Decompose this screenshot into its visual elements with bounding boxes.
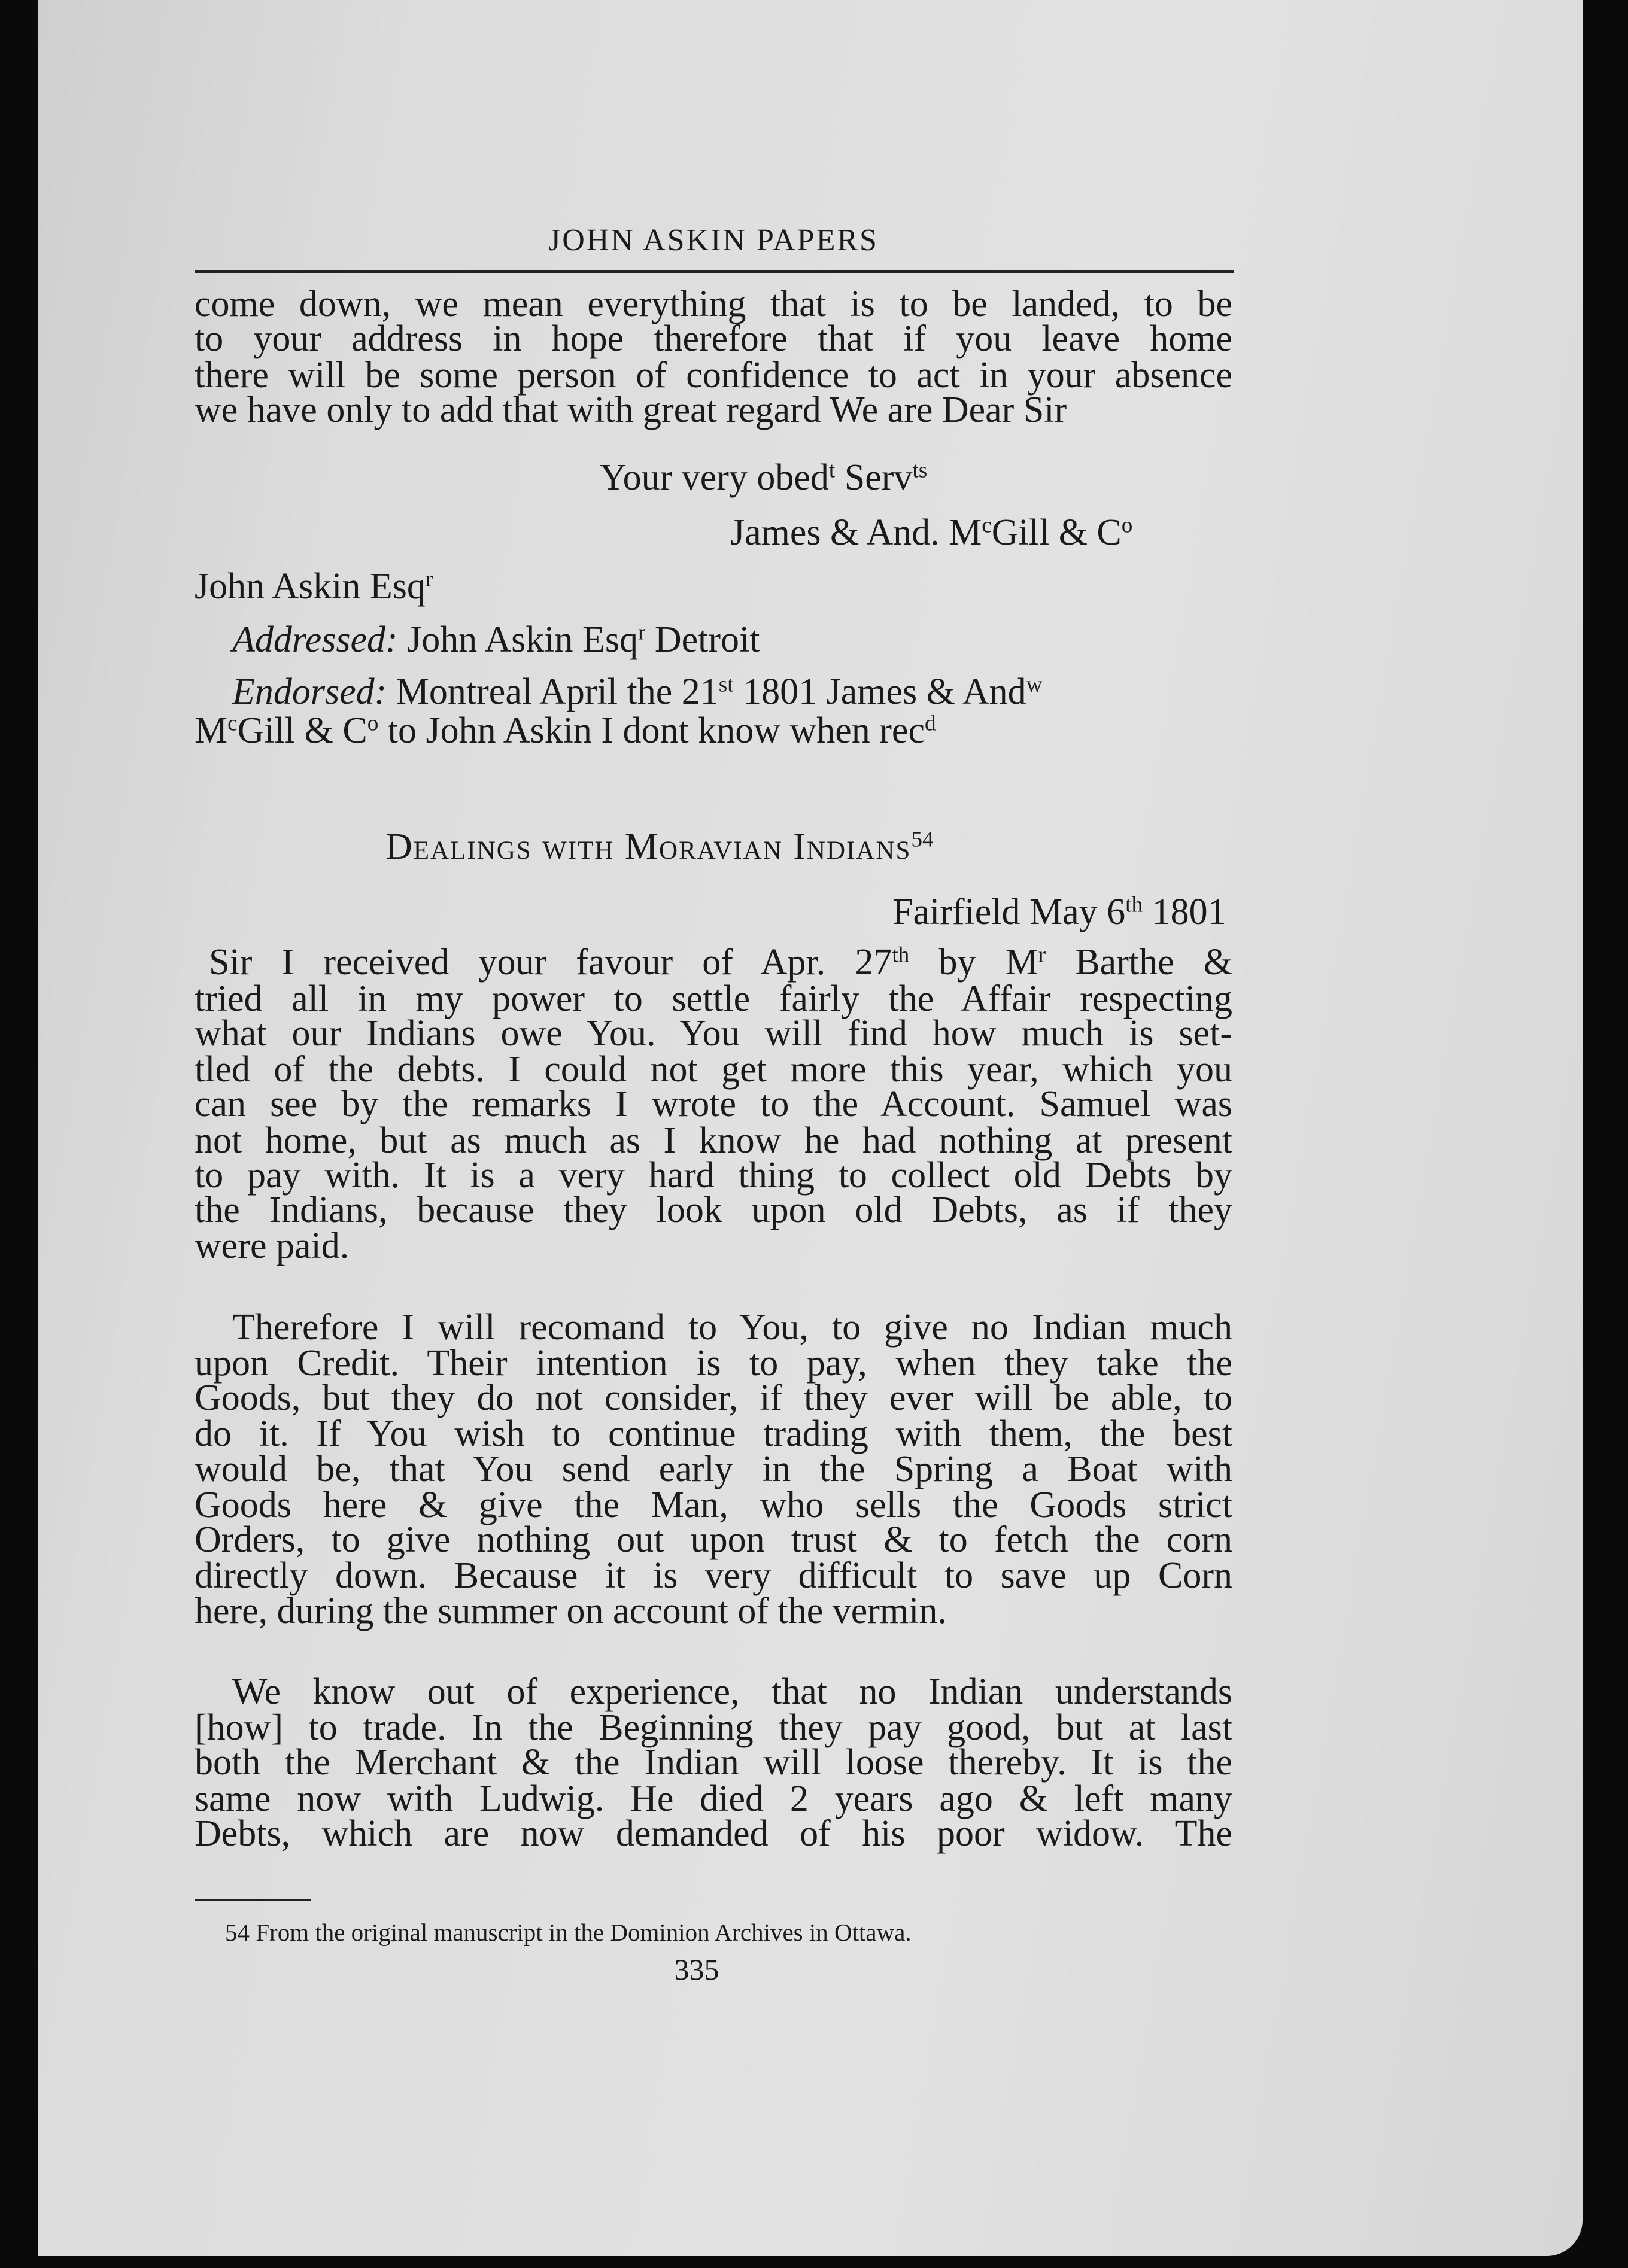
superscript: w (1026, 672, 1043, 697)
text-segment: to your address in hope therefore that if you leave home (195, 318, 1232, 359)
text-segment: Orders, to give nothing out upon trust & to fetch the corn (195, 1519, 1232, 1560)
superscript: c (227, 711, 238, 736)
running-head: JOHN ASKIN PAPERS (548, 223, 879, 257)
text-segment: 1801 (1143, 892, 1226, 932)
text-segment: not home, but as much as I know he had nothing at present (195, 1120, 1232, 1161)
text-line (195, 1188, 1232, 1232)
text-segment: We know out of experience, that no Indian understands (232, 1671, 1232, 1712)
text-segment: Goods, but they do not consider, if they ever will be able, to (195, 1378, 1232, 1418)
text-segment: Serv (835, 457, 913, 498)
text-segment: upon Credit. Their intention is to pay, when they take the (195, 1343, 1232, 1384)
text-segment: come down, we mean everything that is to be landed, to be (195, 284, 1232, 324)
text-segment: what our Indians owe You. You will find how much is set- (195, 1013, 1232, 1054)
superscript: o (1121, 513, 1133, 538)
text-segment: Therefore I will recomand to You, to give no Indian much (232, 1307, 1232, 1348)
superscript: ts (912, 458, 928, 483)
footnote (225, 1918, 912, 1947)
text-segment: by M (909, 942, 1038, 983)
text-segment: Addressed: (232, 619, 398, 660)
text-segment: Gill & C (237, 710, 367, 751)
text-segment: would be, that You send early in the Spring a Boat with (195, 1449, 1232, 1489)
text-segment: same now with Ludwig. He died 2 years ago & left many (195, 1778, 1232, 1819)
superscript: th (892, 943, 910, 968)
text-segment: Montreal April the 21 (387, 671, 719, 712)
text-segment: M (195, 710, 228, 751)
text-segment: Detroit (645, 619, 760, 660)
text-line (195, 565, 433, 608)
text-segment: John Askin Esq (195, 566, 426, 607)
text-segment: Fairfield May 6 (892, 892, 1126, 932)
superscript: o (367, 711, 379, 736)
document-page (38, 0, 1583, 2256)
text-segment: Sir I received your favour of Apr. 27 (209, 942, 892, 983)
text-segment: James & And. M (730, 512, 982, 553)
page-number: 335 (674, 1953, 719, 1986)
text-segment: [how] to trade. In the Beginning they pay good, but at last (195, 1707, 1232, 1748)
superscript: st (718, 672, 734, 697)
text-line (195, 1589, 947, 1632)
text-segment: directly down. Because it is very difficult to save up Corn (195, 1555, 1232, 1596)
text-segment: Goods here & give the Man, who sells the Goods strict (195, 1485, 1232, 1525)
text-segment: Dealings with Moravian Indians (385, 826, 912, 867)
footnote-number: 54 (225, 1919, 250, 1946)
superscript: 54 (911, 827, 934, 852)
text-line (195, 1812, 1232, 1855)
text-line (232, 670, 1043, 713)
footnote-text: From the original manuscript in the Dominion Archives in Ottawa. (250, 1919, 912, 1946)
superscript: c (982, 513, 992, 538)
text-segment: Barthe & (1046, 942, 1232, 983)
footnote-rule (195, 1899, 311, 1901)
text-segment: Gill & C (991, 512, 1122, 553)
text-segment: tried all in my power to settle fairly the Affair respecting (195, 978, 1232, 1019)
text-segment: Endorsed: (232, 671, 387, 712)
text-line (232, 618, 760, 661)
text-segment: can see by the remarks I wrote to the Account. Samuel was (195, 1084, 1232, 1124)
text-segment: 1801 James & And (733, 671, 1026, 712)
section-heading (385, 825, 934, 868)
text-segment: Your very obed (600, 457, 829, 498)
dateline (892, 890, 1226, 934)
text-segment: to pay with. It is a very hard thing to collect old Debts by (195, 1155, 1232, 1196)
text-segment: tled of the debts. I could not get more this year, which you (195, 1049, 1232, 1090)
text-line (195, 388, 1067, 431)
text-segment: to John Askin I dont know when rec (378, 710, 925, 751)
text-segment: both the Merchant & the Indian will loose thereby. It is the (195, 1742, 1232, 1783)
superscript: d (924, 711, 936, 736)
superscript: th (1125, 892, 1143, 917)
text-segment: John Askin Esq (397, 619, 638, 660)
text-segment: Debts, which are now demanded of his poor widow. The (195, 1813, 1232, 1854)
text-line (600, 456, 927, 499)
text-line (195, 709, 936, 752)
text-line (195, 1224, 349, 1267)
text-line (730, 511, 1132, 554)
text-segment: were paid. (195, 1226, 350, 1266)
text-segment: the Indians, because they look upon old Debts, as if they (195, 1190, 1232, 1230)
header-rule (195, 270, 1234, 273)
text-segment: we have only to add that with great regard We are Dear Sir (195, 390, 1067, 430)
text-segment: there will be some person of confidence to act in your absence (195, 355, 1232, 396)
superscript: t (828, 458, 836, 483)
superscript: r (425, 567, 433, 592)
text-segment: here, during the summer on account of the vermin. (195, 1591, 947, 1631)
text-segment: do it. If You wish to continue trading with them, the best (195, 1413, 1232, 1454)
superscript: r (637, 620, 646, 645)
superscript: r (1038, 943, 1046, 968)
